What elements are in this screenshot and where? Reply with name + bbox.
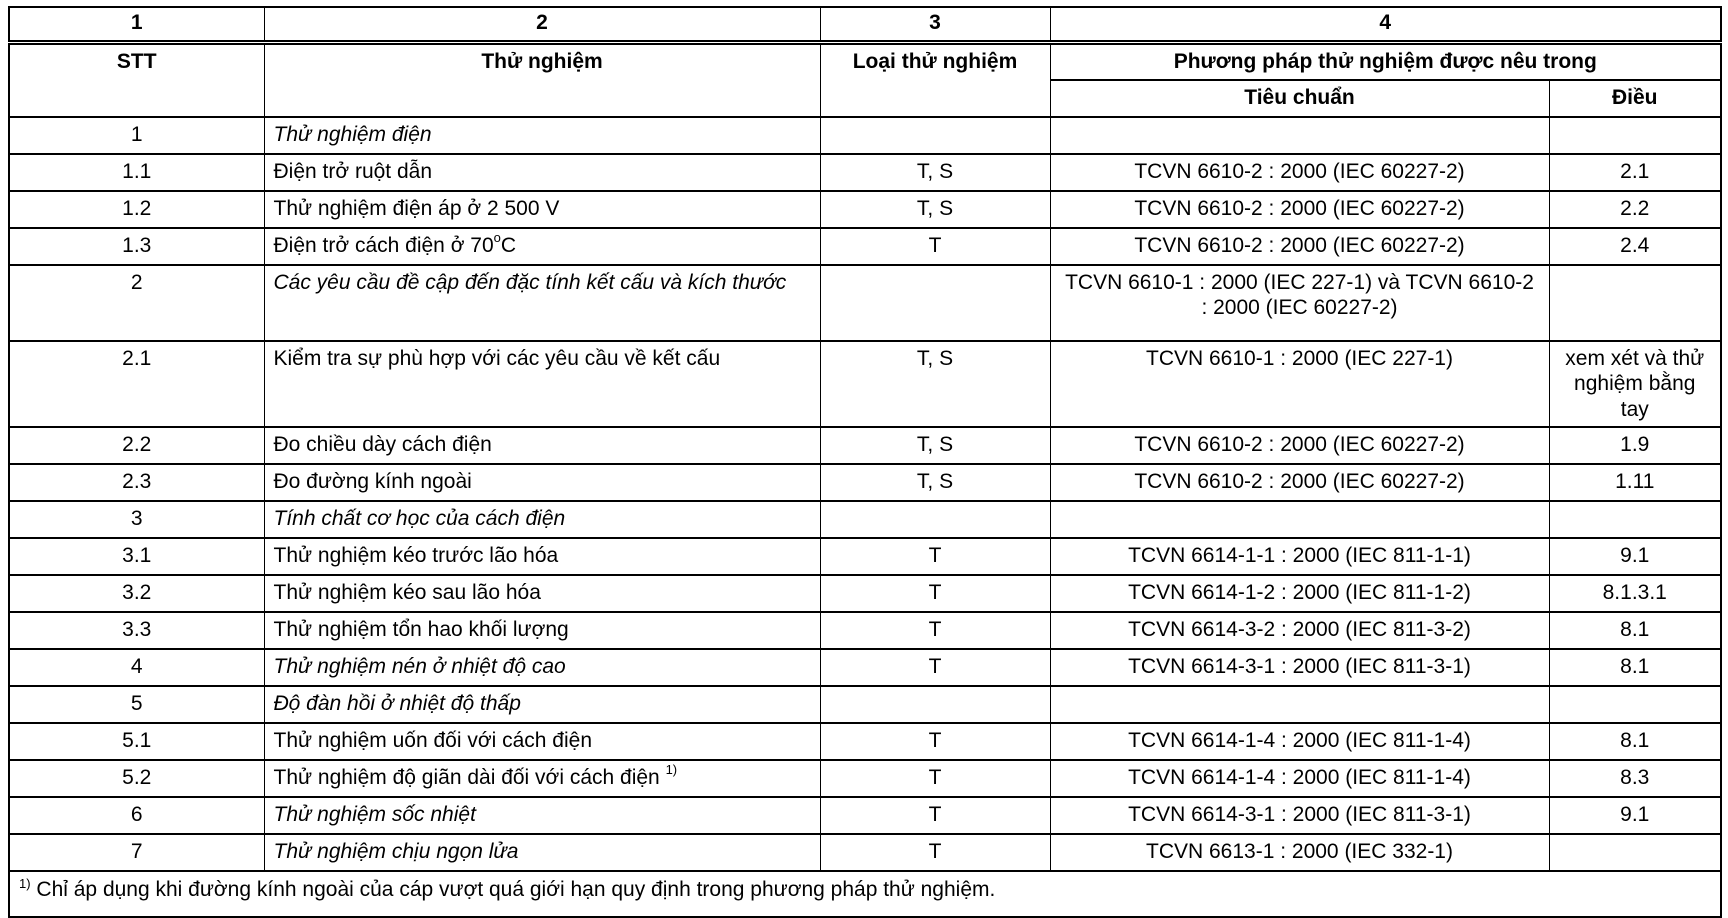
header-method: Phương pháp thử nghiệm được nêu trong bbox=[1050, 42, 1721, 80]
cell-stt: 6 bbox=[9, 797, 264, 834]
cell-test-type: T bbox=[820, 797, 1050, 834]
cell-clause: 8.1 bbox=[1549, 723, 1721, 760]
cell-test-text: Kiểm tra sự phù hợp với các yêu cầu về kết cấu bbox=[273, 346, 721, 370]
header-test: Thử nghiệm bbox=[264, 42, 820, 117]
cell-stt: 3.3 bbox=[9, 612, 264, 649]
cell-test-type bbox=[820, 117, 1050, 154]
cell-standard: TCVN 6610-2 : 2000 (IEC 60227-2) bbox=[1050, 464, 1549, 501]
table-row bbox=[9, 649, 1721, 686]
table-row bbox=[9, 464, 1721, 501]
cell-test bbox=[264, 575, 820, 612]
cell-test-text-after: C bbox=[500, 233, 517, 257]
cell-standard: TCVN 6614-3-1 : 2000 (IEC 811-3-1) bbox=[1050, 797, 1549, 834]
cell-test bbox=[264, 341, 820, 428]
cell-test-text: Đo chiều dày cách điện bbox=[273, 433, 492, 457]
cell-test-type bbox=[820, 501, 1050, 538]
col-number-1: 1 bbox=[9, 7, 264, 42]
table-row bbox=[9, 723, 1721, 760]
cell-stt: 4 bbox=[9, 649, 264, 686]
table-footer bbox=[9, 871, 1721, 917]
cell-clause: 2.2 bbox=[1549, 191, 1721, 228]
cell-clause: 1.11 bbox=[1549, 464, 1721, 501]
cell-test-text: Thử nghiệm tổn hao khối lượng bbox=[273, 618, 569, 642]
cell-test-superscript: o bbox=[493, 229, 501, 245]
cell-test-type: T bbox=[820, 834, 1050, 871]
cell-test-text: Thử nghiệm chịu ngọn lửa bbox=[273, 840, 519, 864]
footnote-row bbox=[9, 871, 1721, 917]
table-row bbox=[9, 228, 1721, 265]
cell-test-text: Độ đàn hồi ở nhiệt độ thấp bbox=[273, 692, 521, 716]
table-row bbox=[9, 154, 1721, 191]
cell-test-text: Tính chất cơ học của cách điện bbox=[273, 507, 566, 531]
cell-stt: 3 bbox=[9, 501, 264, 538]
col-number-4: 4 bbox=[1050, 7, 1721, 42]
cell-test bbox=[264, 612, 820, 649]
cell-stt: 2.3 bbox=[9, 464, 264, 501]
cell-test-type: T, S bbox=[820, 341, 1050, 428]
cell-test-text: Thử nghiệm kéo sau lão hóa bbox=[273, 581, 541, 605]
cell-clause: 8.1 bbox=[1549, 612, 1721, 649]
cell-standard: TCVN 6610-2 : 2000 (IEC 60227-2) bbox=[1050, 154, 1549, 191]
cell-stt: 2 bbox=[9, 265, 264, 341]
cell-test bbox=[264, 834, 820, 871]
cell-test-text: Thử nghiệm điện bbox=[273, 122, 432, 146]
cell-clause: 9.1 bbox=[1549, 797, 1721, 834]
cell-test bbox=[264, 501, 820, 538]
cell-stt: 2.2 bbox=[9, 427, 264, 464]
cell-standard: TCVN 6610-2 : 2000 (IEC 60227-2) bbox=[1050, 228, 1549, 265]
table-row bbox=[9, 265, 1721, 341]
header-stt: STT bbox=[9, 42, 264, 117]
cell-clause bbox=[1549, 117, 1721, 154]
cell-test bbox=[264, 191, 820, 228]
cell-stt: 3.2 bbox=[9, 575, 264, 612]
cell-standard bbox=[1050, 686, 1549, 723]
cell-standard bbox=[1050, 117, 1549, 154]
cell-standard: TCVN 6610-2 : 2000 (IEC 60227-2) bbox=[1050, 427, 1549, 464]
cell-test-type: T bbox=[820, 612, 1050, 649]
table-row bbox=[9, 427, 1721, 464]
col-number-3: 3 bbox=[820, 7, 1050, 42]
cell-standard: TCVN 6614-1-2 : 2000 (IEC 811-1-2) bbox=[1050, 575, 1549, 612]
cell-test-type: T bbox=[820, 575, 1050, 612]
cell-clause: 2.4 bbox=[1549, 228, 1721, 265]
cell-clause: 8.3 bbox=[1549, 760, 1721, 797]
cell-clause bbox=[1549, 265, 1721, 341]
cell-clause bbox=[1549, 501, 1721, 538]
cell-clause: 8.1.3.1 bbox=[1549, 575, 1721, 612]
cell-stt: 5 bbox=[9, 686, 264, 723]
cell-test bbox=[264, 117, 820, 154]
header-standard: Tiêu chuẩn bbox=[1050, 80, 1549, 117]
cell-test-type bbox=[820, 686, 1050, 723]
header-clause: Điều bbox=[1549, 80, 1721, 117]
table-row bbox=[9, 501, 1721, 538]
cell-standard: TCVN 6610-2 : 2000 (IEC 60227-2) bbox=[1050, 191, 1549, 228]
cell-test bbox=[264, 649, 820, 686]
cell-test-text: Thử nghiệm độ giãn dài đối với cách điện bbox=[273, 766, 666, 790]
cell-stt: 3.1 bbox=[9, 538, 264, 575]
cell-standard: TCVN 6613-1 : 2000 (IEC 332-1) bbox=[1050, 834, 1549, 871]
table-row bbox=[9, 834, 1721, 871]
cell-test bbox=[264, 797, 820, 834]
cell-test-type: T, S bbox=[820, 154, 1050, 191]
cell-test-type: T bbox=[820, 538, 1050, 575]
table-row bbox=[9, 760, 1721, 797]
cell-standard: TCVN 6610-1 : 2000 (IEC 227-1) bbox=[1050, 341, 1549, 428]
table-row bbox=[9, 191, 1721, 228]
cell-test-text: Thử nghiệm nén ở nhiệt độ cao bbox=[273, 655, 566, 679]
cell-test bbox=[264, 154, 820, 191]
cell-standard: TCVN 6614-1-4 : 2000 (IEC 811-1-4) bbox=[1050, 760, 1549, 797]
cell-test bbox=[264, 427, 820, 464]
table-row bbox=[9, 797, 1721, 834]
column-number-row bbox=[9, 7, 1721, 42]
cell-test bbox=[264, 723, 820, 760]
cell-standard: TCVN 6614-1-1 : 2000 (IEC 811-1-1) bbox=[1050, 538, 1549, 575]
cell-test-text: Điện trở ruột dẫn bbox=[273, 159, 433, 183]
table-header bbox=[9, 7, 1721, 117]
footnote-text: Chỉ áp dụng khi đường kính ngoài của cáp vượt quá giới hạn quy định trong phương pháp thử nghiệm. bbox=[36, 878, 996, 902]
cell-standard bbox=[1050, 501, 1549, 538]
header-row bbox=[9, 42, 1721, 80]
cell-test bbox=[264, 686, 820, 723]
footnote bbox=[9, 871, 1721, 917]
table-row bbox=[9, 612, 1721, 649]
table-row bbox=[9, 538, 1721, 575]
cell-clause: 8.1 bbox=[1549, 649, 1721, 686]
cell-standard: TCVN 6614-3-1 : 2000 (IEC 811-3-1) bbox=[1050, 649, 1549, 686]
cell-test-type: T, S bbox=[820, 191, 1050, 228]
cell-clause bbox=[1549, 686, 1721, 723]
cell-test-type: T bbox=[820, 228, 1050, 265]
cell-stt: 1 bbox=[9, 117, 264, 154]
test-methods-table bbox=[8, 6, 1722, 918]
cell-test-type: T bbox=[820, 760, 1050, 797]
cell-test-text: Thử nghiệm sốc nhiệt bbox=[273, 803, 476, 827]
cell-stt: 2.1 bbox=[9, 341, 264, 428]
cell-stt: 1.2 bbox=[9, 191, 264, 228]
cell-test bbox=[264, 538, 820, 575]
cell-test-type: T bbox=[820, 723, 1050, 760]
cell-clause bbox=[1549, 834, 1721, 871]
cell-clause: 9.1 bbox=[1549, 538, 1721, 575]
cell-standard: TCVN 6614-1-4 : 2000 (IEC 811-1-4) bbox=[1050, 723, 1549, 760]
cell-test bbox=[264, 265, 820, 341]
cell-test-type bbox=[820, 265, 1050, 341]
header-test-type: Loại thử nghiệm bbox=[820, 42, 1050, 117]
cell-test-type: T, S bbox=[820, 427, 1050, 464]
table-row bbox=[9, 686, 1721, 723]
cell-test bbox=[264, 464, 820, 501]
cell-stt: 1.1 bbox=[9, 154, 264, 191]
cell-test-text: Điện trở cách điện ở 70 bbox=[273, 233, 494, 257]
cell-test-type: T bbox=[820, 649, 1050, 686]
cell-standard: TCVN 6610-1 : 2000 (IEC 227-1) và TCVN 6610-2 : 2000 (IEC 60227-2) bbox=[1050, 265, 1549, 341]
col-number-2: 2 bbox=[264, 7, 820, 42]
table-row bbox=[9, 575, 1721, 612]
cell-clause: xem xét và thử nghiệm bằng tay bbox=[1549, 341, 1721, 428]
cell-test-text: Các yêu cầu đề cập đến đặc tính kết cấu và kích thước bbox=[273, 270, 787, 294]
cell-clause: 2.1 bbox=[1549, 154, 1721, 191]
cell-stt: 5.1 bbox=[9, 723, 264, 760]
cell-test-superscript: 1) bbox=[665, 762, 678, 778]
cell-standard: TCVN 6614-3-2 : 2000 (IEC 811-3-2) bbox=[1050, 612, 1549, 649]
cell-test-text: Thử nghiệm uốn đối với cách điện bbox=[273, 729, 593, 753]
cell-clause: 1.9 bbox=[1549, 427, 1721, 464]
cell-test-text: Đo đường kính ngoài bbox=[273, 470, 472, 494]
table-row bbox=[9, 341, 1721, 428]
cell-test bbox=[264, 760, 820, 797]
footnote-marker: 1) bbox=[19, 876, 31, 892]
cell-test bbox=[264, 228, 820, 265]
cell-stt: 5.2 bbox=[9, 760, 264, 797]
table-row bbox=[9, 117, 1721, 154]
cell-test-text: Thử nghiệm kéo trước lão hóa bbox=[273, 544, 559, 568]
cell-stt: 1.3 bbox=[9, 228, 264, 265]
cell-test-text: Thử nghiệm điện áp ở 2 500 V bbox=[273, 196, 560, 220]
cell-stt: 7 bbox=[9, 834, 264, 871]
table-body bbox=[9, 117, 1721, 872]
cell-test-type: T, S bbox=[820, 464, 1050, 501]
